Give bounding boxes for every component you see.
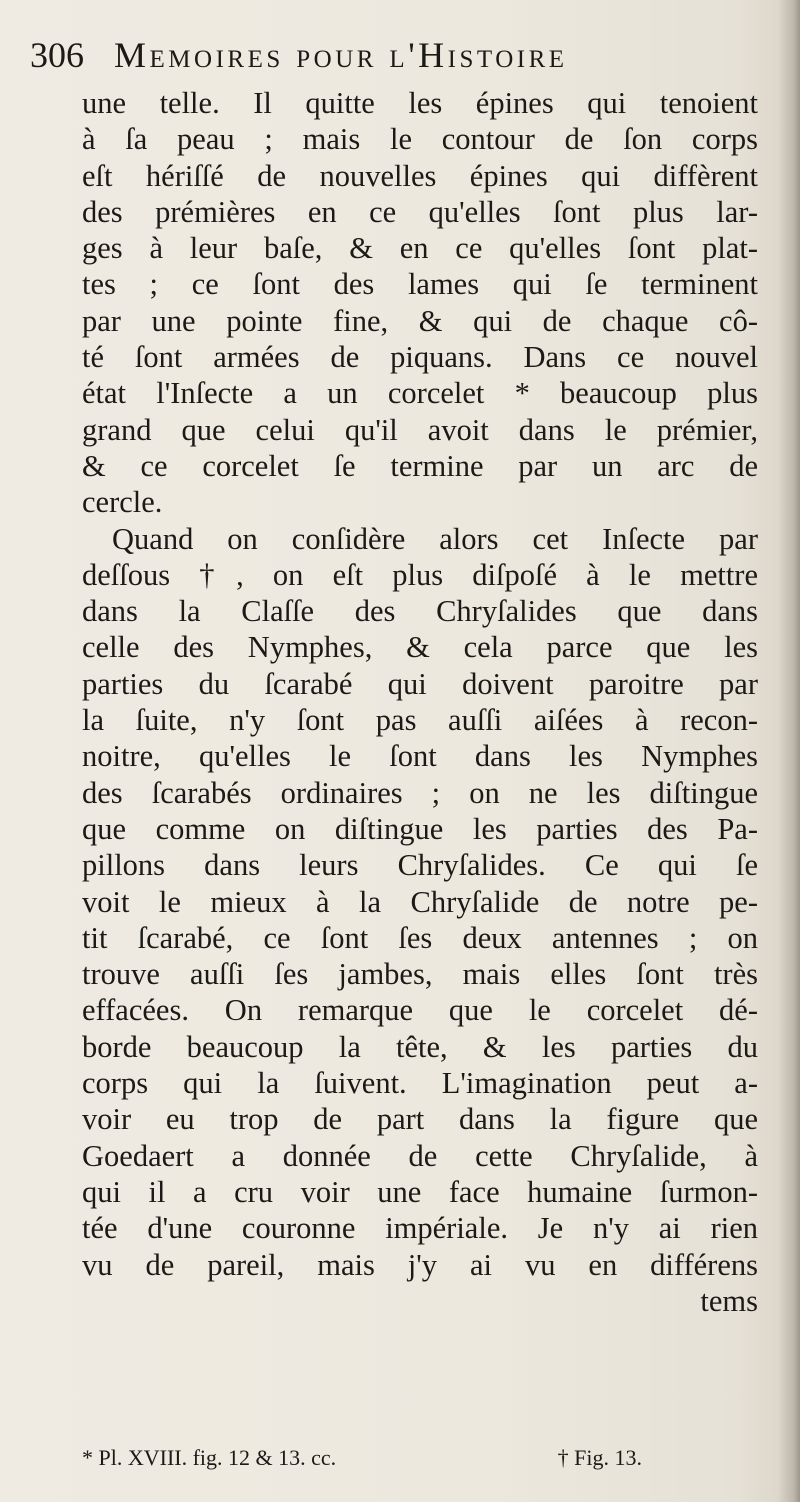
text-line: ges à leur baſe, & en ce qu'elles ſont plat- bbox=[82, 231, 758, 266]
catchword: tems bbox=[700, 1283, 758, 1318]
text-line: celle des Nymphes, & cela parce que les bbox=[82, 630, 758, 665]
text-line: Goedaert a donnée de cette Chryſalide, à bbox=[82, 1138, 758, 1173]
text-line: tes ; ce ſont des lames qui ſe terminent bbox=[82, 267, 758, 302]
text-line: par une pointe fine, & qui de chaque cô- bbox=[82, 303, 758, 338]
text-line: Quand on conſidère alors cet Inſecte par bbox=[112, 521, 758, 556]
text-line: que comme on diſtingue les parties des Pa- bbox=[82, 811, 758, 846]
text-line: deſſous †, on eſt plus diſpoſé à le mettre bbox=[82, 557, 758, 592]
text-line: & ce corcelet ſe termine par un arc de bbox=[82, 448, 758, 483]
page-number: 306 bbox=[30, 35, 84, 75]
text-line: corps qui la ſuivent. L'imagination peut a- bbox=[82, 1066, 758, 1101]
text-line: noitre, qu'elles le ſont dans les Nymphes bbox=[82, 739, 758, 774]
text-line: une telle. Il quitte les épines qui tenoient bbox=[82, 86, 758, 120]
text-line: des prémières en ce qu'elles ſont plus lar- bbox=[82, 194, 758, 229]
text-line: qui il a cru voir une face humaine ſurmon- bbox=[82, 1174, 758, 1209]
text-line: des ſcarabés ordinaires ; on ne les diſtingue bbox=[82, 775, 758, 810]
body-text bbox=[82, 85, 758, 1319]
text-line: effacées. On remarque que le corcelet dé- bbox=[82, 993, 758, 1028]
text-line: pillons dans leurs Chryſalides. Ce qui ſe bbox=[82, 848, 758, 883]
footnote-plate: * Pl. XVIII. fig. 12 & 13. cc. bbox=[82, 1445, 337, 1470]
text-line: eſt hériſſé de nouvelles épines qui diffèrent bbox=[82, 158, 758, 193]
text-line: borde beaucoup la tête, & les parties du bbox=[82, 1029, 758, 1064]
page-edge-shadow bbox=[778, 0, 800, 1502]
running-title: Memoires pour l'Histoire bbox=[114, 35, 568, 75]
text-line: tit ſcarabé, ce ſont ſes deux antennes ; on bbox=[82, 920, 758, 955]
text-line: la ſuite, n'y ſont pas auſſi aiſées à recon- bbox=[82, 703, 758, 738]
text-line: voit le mieux à la Chryſalide de notre pe- bbox=[82, 884, 758, 919]
text-line: voir eu trop de part dans la figure que bbox=[82, 1102, 758, 1137]
text-line: trouve auſſi ſes jambes, mais elles ſont très bbox=[82, 957, 758, 992]
text-line: tée d'une couronne impériale. Je n'y ai rien bbox=[82, 1211, 758, 1246]
text-line: état l'Inſecte a un corcelet * beaucoup plus bbox=[82, 376, 758, 411]
text-line: cercle. bbox=[82, 485, 163, 520]
footnote-figure: † Fig. 13. bbox=[557, 1445, 642, 1470]
page-header bbox=[30, 30, 770, 80]
text-line: grand que celui qu'il avoit dans le prémier, bbox=[82, 412, 758, 447]
text-line: vu de pareil, mais j'y ai vu en différens bbox=[82, 1247, 758, 1282]
text-line: té ſont armées de piquans. Dans ce nouvel bbox=[82, 340, 758, 375]
footnotes bbox=[82, 1445, 642, 1471]
text-line: dans la Claſſe des Chryſalides que dans bbox=[82, 594, 758, 629]
text-line: parties du ſcarabé qui doivent paroitre par bbox=[82, 666, 758, 701]
text-line: à ſa peau ; mais le contour de ſon corps bbox=[82, 122, 758, 157]
